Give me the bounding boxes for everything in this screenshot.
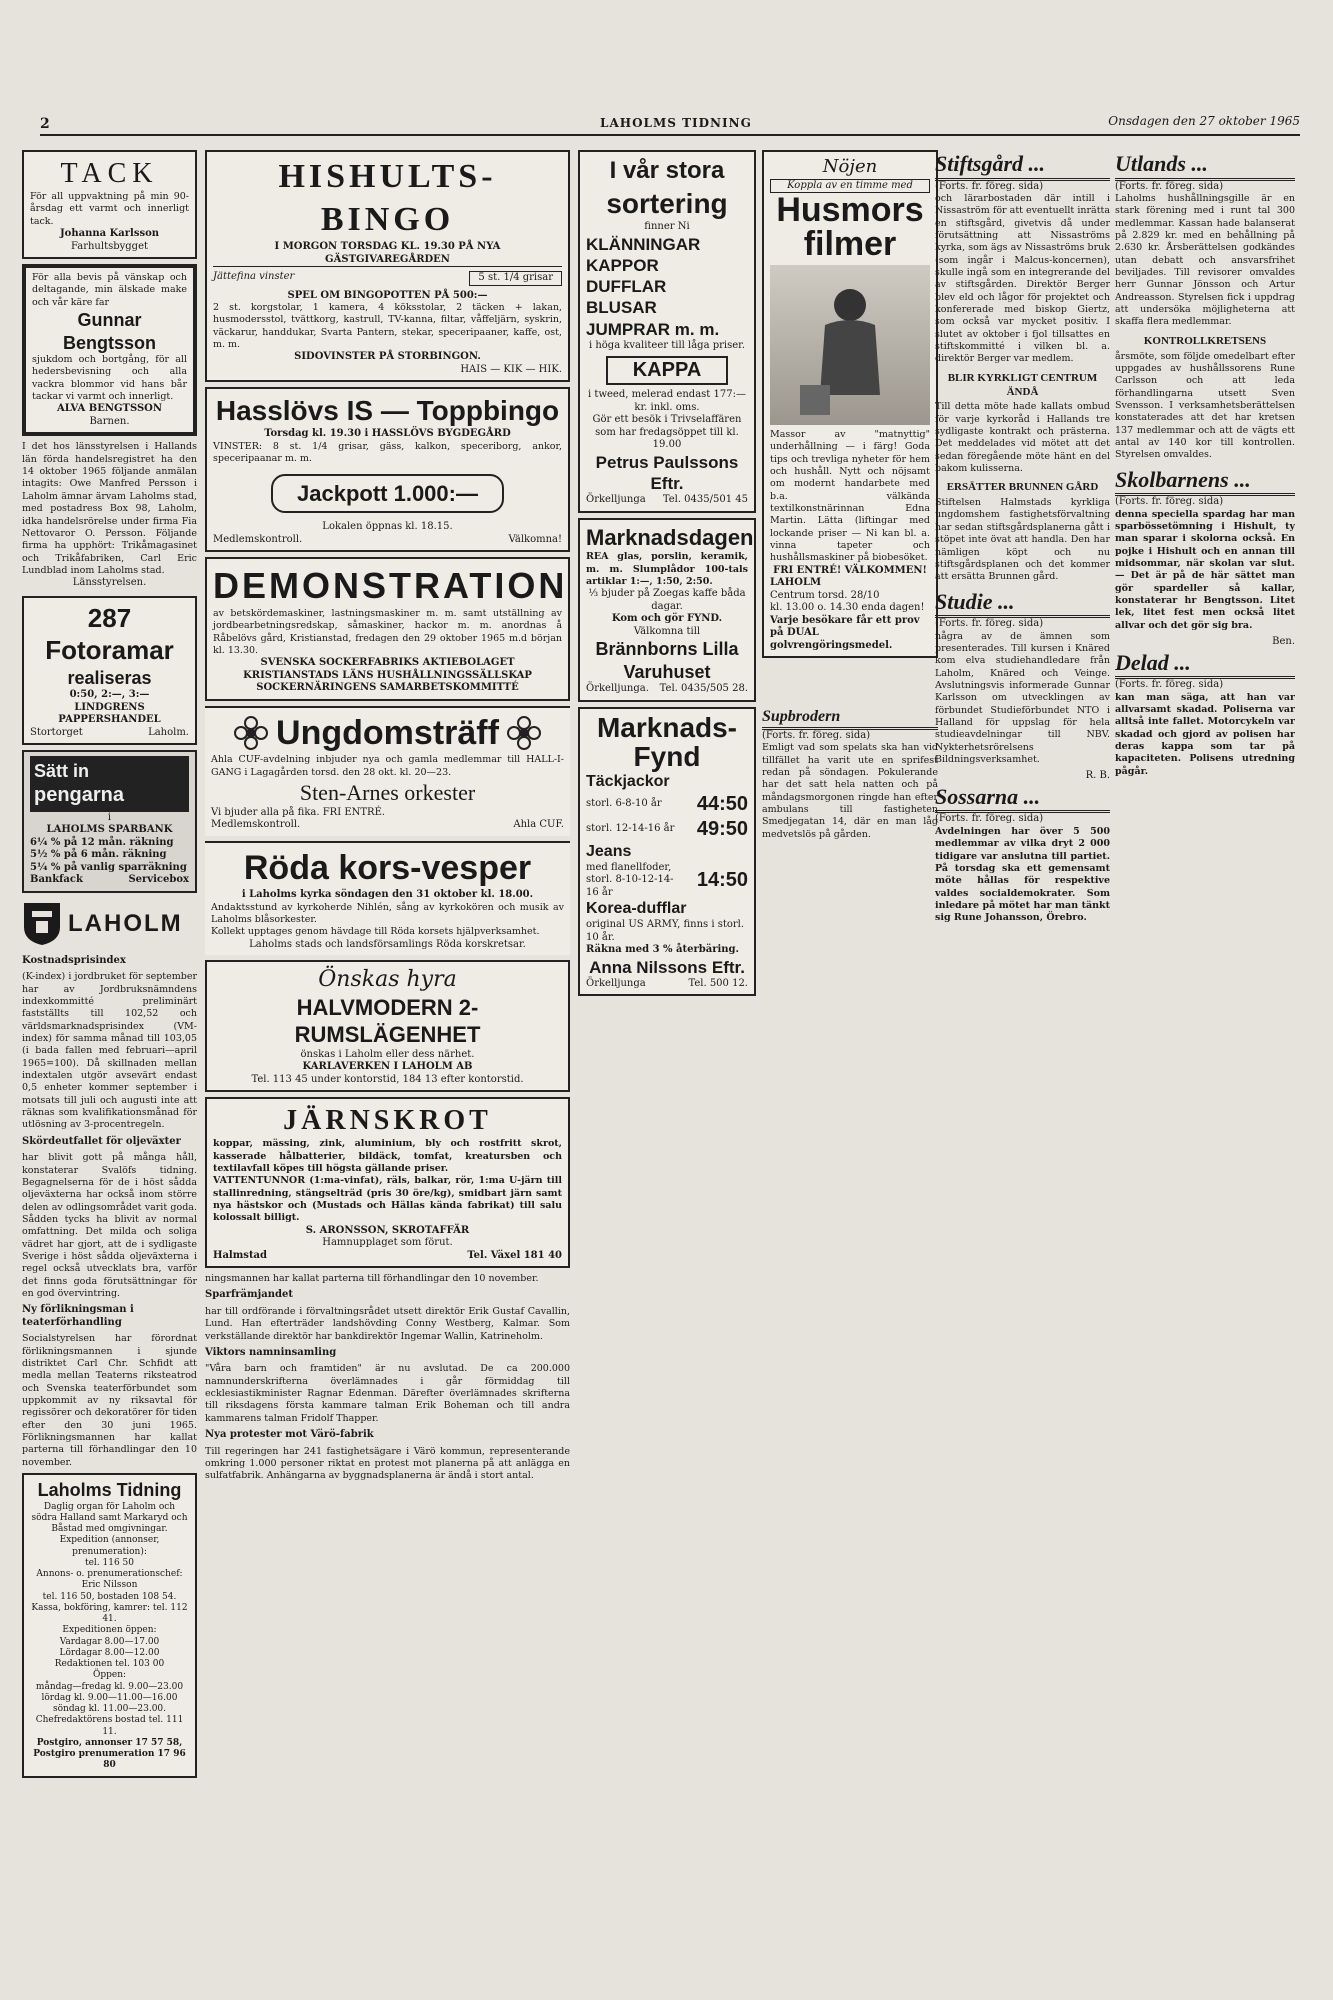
fynd-jeans-text: med flanellfoder, storl. 8-10-12-14-16 år — [586, 861, 674, 898]
masthead-lordagar: Lördagar 8.00—12.00 — [59, 1647, 160, 1658]
delad-sub: (Forts. fr. föreg. sida) — [1115, 679, 1224, 691]
bingo2-time: Torsdag kl. 19.30 i HASSLÖVS BYGDEGÅRD — [264, 428, 511, 440]
red-cross-ad — [205, 841, 570, 956]
frames-ad — [22, 596, 197, 746]
utl-sub: (Forts. fr. föreg. sida) — [1115, 180, 1224, 192]
hyra-tel: Tel. 113 45 under kontorstid, 184 13 efter kontorstid. — [251, 1073, 524, 1085]
marknads-tel: Tel. 0435/505 28. — [659, 683, 748, 695]
frames-company: LINDGRENS PAPPERSHANDEL — [58, 701, 161, 726]
masthead-tel2: tel. 116 50, bostaden 108 54. — [42, 1591, 177, 1602]
bingo1-sido: SIDOVINSTER PÅ STORBINGON. — [294, 351, 481, 363]
paper-name: LAHOLMS TIDNING — [600, 116, 752, 130]
bingo2-lokal: Lokalen öppnas kl. 18.15. — [322, 521, 453, 533]
roda-kollekt: Kollekt upptages genom hävdage till Röda korsets hjälpverksamhet. — [211, 926, 540, 938]
bank-line2: pengarna — [34, 783, 125, 806]
bank-line1: Sätt in — [34, 761, 90, 782]
bank-rate2: 5½ % på 6 mån. räkning — [30, 849, 167, 861]
masthead-sond: söndag kl. 11.00—23.00. — [52, 1704, 167, 1715]
ersat-text: Stiftelsen Halmstads kyrkliga ungdomshem fastighetsförvaltning har sedan stiftsgårdsplanerna gått i stöpet inte övat att handla. Den har nämligen köpt och nu stiftsgårdsplanen och det kommer att ersätta Brunnen gård. — [935, 497, 1110, 583]
masthead-title: Laholms Tidning — [37, 1480, 182, 1501]
thanks-signature: Johanna Karlsson — [59, 228, 160, 240]
kapp-kval: i höga kvaliteer till låga priser. — [588, 339, 746, 351]
thanks-text: För all uppvaktning på min 90-årsdag ett varmt och innerligt tack. — [30, 191, 189, 227]
column-3 — [578, 150, 938, 1990]
kapp-finner: finner Ni — [644, 221, 690, 232]
kapp-item-4: JUMPRAR m. m. — [586, 319, 720, 339]
stifts-text: och lärarbostaden där intill i Nissaström för att eventuellt inrätta en stiftsgård, givetvis då under förutsättning att Nissaströms kyrka, som ägs av Nissaströms bruk (som ingår i Malcus-koncernen), skulle ingå som en integrerande del av stiftsgården. Direktör Berger blev eld och lågor för projektet och konfererade med biskop Giertz, som också var mycket positiv. I slutet av oktober i fjol tillsattes en stiftskommitté i vilken bl. a. direktör Berger var medlem. — [935, 193, 1110, 365]
rent-wanted-ad — [205, 960, 570, 1092]
supbr-text: Emligt vad som spelats ska han vid tillfället ha varit ute en sprifest redan på söndagen. Pokulerande har det satt hela natten och på måndagsmorgonen ringde han efter ambulans till fastigheten Smedjegatan 14, där en man låg medvetslös på gården. — [762, 742, 938, 840]
nojen-varje: Varje besökare får ett prov på DUAL golvrengöringsmedel. — [770, 614, 920, 651]
studie-text: några av de ämnen som presenterades. Till kursen i Knäred kom elva studiehandledare från Laholm, Knäred och Veinge. Avslutningsvis informerade Gunnar Karlsson om utvecklingen av förbundet Studieförbundet NTO i Halland för uppslag för hela studieavdelningar till NBV. Nykterhetsrörelsens Bildningsverksamhet. — [935, 630, 1110, 765]
fynd-ad — [578, 707, 756, 997]
fynd-korea: Korea-dufflar — [586, 900, 687, 918]
movie-illustration — [770, 265, 930, 425]
kapp-item-1: KAPPOR — [586, 255, 659, 275]
register-signature: Länsstyrelsen. — [72, 577, 147, 589]
sossarna-sub: (Forts. fr. föreg. sida) — [935, 813, 1044, 825]
sossarna-text: Avdelningen har över 5 500 medlemmar av vilka dryt 2 000 tidigare var anslutna till partiet. På torsdag ska ett gemensamt möte hållas för respektive valdes socialdemokrater. Som inledare på mötet har man tänkt sig Rune Johansson, Örebro. — [935, 825, 1110, 924]
nojen-time: kl. 13.00 o. 14.30 enda dagen! — [770, 602, 925, 614]
sossarna-head: Sossarna ... — [935, 783, 1110, 814]
fynd-tel: Tel. 500 12. — [688, 977, 748, 989]
masthead-chef: Chefredaktörens bostad tel. 111 11. — [35, 1715, 184, 1737]
bingo1-grisar: 5 st. 1/4 grisar — [469, 271, 562, 286]
frames-title: 287 Fotoramar — [45, 602, 174, 666]
scrap-metal-ad — [205, 1097, 570, 1268]
delad-head: Delad ... — [1115, 649, 1295, 680]
fynd-jeans-price: 14:50 — [696, 868, 748, 891]
register-notice: I det hos länsstyrelsen i Hallands län förda handelsregistret ha den 14 oktober 1965 följande anmälan intagits: Owe Manfred Persson i Laholm ämnar ärvam Laholms stad, med postadress Box 98, Laholm, idka handelsrörelse under firma Fia Nettovaror O. Persson. Följande firma ha upphört: Trikåmagasinet och Trikåfabriken, Carl Eric Lundblad inom Laholms stad. — [22, 441, 197, 576]
bank-footer-left: Bankfack — [30, 874, 83, 886]
fynd-rakna: Räkna med 3 % återbäring. — [586, 944, 740, 956]
hyra-title: Önskas hyra — [318, 967, 457, 993]
fynd-p2-size: storl. 12-14-16 år — [586, 822, 675, 834]
thanks2-name1: Gunnar — [77, 310, 142, 331]
demo-title: DEMONSTRATION — [213, 565, 568, 607]
skord-head: Skördeutfallet för oljeväxter — [22, 1135, 181, 1147]
roda-text: Andaktsstund av kyrkoherde Nihlén, sång av kyrkokören och musik av Laholms blåsorkester. — [211, 901, 564, 925]
bank-name: LAHOLMS SPARBANK — [46, 824, 173, 836]
sparf-head: Sparfrämjandet — [205, 1289, 293, 1301]
viktors-text: "Våra barn och framtiden" är nu avslutad. De ca 200.000 namnunderskrifterna överlämnades i går förmiddag till ecklesiastikminister Ragnar Edenman. Därefter överlämnades skrifterna till riksdagens första kammare talman Erik Boheman och till andra kammarens talman Fridolf Thapper. — [205, 1363, 570, 1424]
fynd-p1-size: storl. 6-8-10 år — [586, 797, 662, 809]
skol-sign: Ben. — [1272, 636, 1295, 648]
jarn-text: koppar, mässing, zink, aluminium, bly och rostfritt skrot, kasserade hålbatterier, bildäck, tomfat, kreatursben och textilavfall köpes till högsta gällande priser. — [213, 1138, 562, 1174]
jarn-title: JÄRNSKROT — [283, 1105, 492, 1137]
masthead-red: Redaktionen tel. 103 00 — [54, 1659, 165, 1670]
frames-loc-left: Stortorget — [30, 726, 83, 738]
roda-line: i Laholms kyrka söndagen den 31 oktober kl. 18.00. — [241, 889, 534, 901]
hyra-big: HALVMODERN 2-RUMSLÄGENHET — [294, 994, 481, 1048]
fynd-p2: 49:50 — [696, 817, 748, 840]
nojen-title: Nöjen — [822, 156, 878, 177]
kapp-besok: Gör ett besök i Trivselaffären som har fredagsöppet till kl. 19.00 — [592, 414, 742, 451]
hyra-line: önskas i Laholm eller dess närhet. — [300, 1048, 475, 1060]
marknads-city: Örkelljunga. — [586, 683, 649, 695]
col2-text-a: ningsmannen har kallat parterna till förhandlingar den 10 november. — [205, 1273, 539, 1285]
studie-head: Studie ... — [935, 588, 1110, 619]
bank-rate1: 6¼ % på 12 mån. räkning — [30, 836, 174, 848]
nojen-fri: FRI ENTRÉ! VÄLKOMMEN! — [773, 564, 927, 576]
studie-sign: R. B. — [1085, 770, 1110, 782]
movie-ad — [762, 150, 938, 658]
fynd-korea-text: original US ARMY, finns i storl. 10 år. — [586, 919, 745, 943]
jarn-city: Halmstad — [213, 1249, 268, 1261]
laholm-logo-text: LAHOLM — [68, 909, 183, 937]
kapp-kappa-title: KAPPA — [606, 356, 728, 385]
bingo1-spel: SPEL OM BINGOPOTTEN PÅ 500:— — [287, 289, 488, 301]
kapp-sort: sortering — [606, 188, 728, 219]
bingo2-title: Hasslövs IS — Toppbingo — [215, 395, 560, 427]
thanks-title: TACK — [60, 158, 159, 189]
ersat-head: ERSÄTTER BRUNNEN GÅRD — [946, 481, 1099, 494]
marknads-bjuder: ⅓ bjuder på Zoegas kaffe båda dagar. — [588, 588, 746, 612]
fynd-company: Anna Nilssons Eftr. — [589, 957, 745, 977]
thanks-notice-2 — [22, 264, 197, 436]
kapp-item-0: KLÄNNINGAR — [586, 234, 701, 254]
bingo2-medlem: Medlemskontroll. — [213, 533, 303, 545]
ungdom-bjuder: Vi bjuder alla på fika. FRI ENTRÉ. — [211, 806, 386, 818]
jarn-vatten: VATTENTUNNOR (1:ma-vinfat), räls, balkar, rör, 1:ma U-järn till stallinredning, stängselträd (pris 30 öre/kg), smidbart järn samt nya hästskor och (Mustads och Hällas kända fabrikat) till salu kolossalt billigt. — [213, 1175, 562, 1224]
kapp-kappa-text: i tweed, melerad endast 177:— kr. inkl. oms. — [588, 389, 746, 413]
skord-text: har blivit gott på många håll, konstaterar Svalöfs tidning. Begagnelserna för de i höst sådda oljeväxterna har också inom större delen av odlingsområdet varit goda. Sådden tycks ha blivit av normal omfattning. Det milda och soliga vädret har gjort, att de i sydligaste Sverige i höst sådda oljeväxterna i regel också utvecklats bra, varför det finns goda förutsättningar för en god övervintring. — [22, 1152, 197, 1299]
tf-head: Ny förlikningsman i teaterförhandling — [22, 1304, 134, 1328]
frames-prices: 0:50, 2:—, 3:— — [69, 689, 150, 701]
skol-head: Skolbarnens ... — [1115, 466, 1295, 497]
thanks2-name2: Bengtsson — [62, 332, 156, 353]
kontroll-text: årsmöte, som följde omedelbart efter uppgades av hushållssorens Rune Carlsson och att leda förhandlingarna utsett Sven Svensson. I verksamhetsberättelsen konstaterades att det har kretsen 137 medlemmar och att de vägts ett antal av 140 kor till kontrollen. Styrelsen omvaldes. — [1115, 350, 1295, 461]
blir-head: BLIR KYRKLIGT CENTRUM ÄNDÅ — [947, 371, 1098, 398]
marknads-text: REA glas, porslin, keramik, m. m. Slumplådor 100-tals artiklar 1:—, 1:50, 2:50. — [586, 551, 748, 587]
youth-meeting-ad — [205, 706, 570, 836]
masthead-posta: Postgiro, annonser 17 57 58, — [36, 1737, 183, 1748]
bingo-ad-2 — [205, 387, 570, 552]
masthead-mand: måndag—fredag kl. 9.00—23.00 — [35, 1681, 184, 1692]
bingo1-items: 2 st. korgstolar, 1 kamera, 4 köksstolar, 2 täcken + lakan, husmodersstol, tvättkorg, kastrull, TV-kanna, filtar, våffeljärn, syskrin, väckarur, handdukar, Svarta Pantern, stekar, speceripaaner, kaffe, ost, m. m. — [213, 302, 562, 351]
kapp-city: Örkelljunga — [586, 494, 646, 506]
bank-ad — [22, 750, 197, 893]
bingo2-jackpot: Jackpott 1.000:— — [271, 474, 504, 514]
bingo2-valk: Välkomna! — [508, 533, 562, 545]
roda-sign: Laholms stads och landsförsamlings Röda korskretsar. — [249, 938, 526, 950]
hyra-company: KARLAVERKEN I LAHOLM AB — [302, 1061, 473, 1073]
jarn-company: S. ARONSSON, SKROTAFFÄR — [305, 1224, 470, 1236]
page-number: 2 — [40, 116, 50, 132]
stifts-head: Stiftsgård ... — [935, 150, 1110, 181]
thanks2-signature: ALVA BENGTSSON — [56, 403, 163, 415]
page-header — [40, 108, 1300, 136]
ungdom-sign: Ahla CUF. — [513, 819, 564, 831]
delad-text: kan man säga, att han var allvarsamt skadad. Poliserna var alltså inte fallet. Motorcykeln var skadad och gjord av polisen har deras kappa som tar på kapaciteten. Polisens utredning pågår. — [1115, 691, 1295, 777]
bingo1-sign: HAIS — KIK — HIK. — [460, 363, 562, 375]
column-4 — [935, 150, 1110, 1990]
marknads-title: Marknadsdagen — [586, 524, 754, 550]
marknads-valk: Välkomna till — [633, 625, 701, 637]
masthead-exp: Expedition (annonser, prenumeration): — [59, 1535, 160, 1557]
thanks-place: Farhultsbygget — [70, 240, 149, 252]
market-day-ad — [578, 518, 756, 702]
clothing-ad — [578, 150, 756, 513]
ungdom-medlem: Medlemskontroll. — [211, 819, 301, 831]
issue-date: Onsdagen den 27 oktober 1965 — [1108, 114, 1300, 128]
nojen-bio: LAHOLM — [770, 577, 822, 589]
bingo2-vinster: VINSTER: 8 st. 1/4 grisar, gäss, kalkon, speceriborg, ankor, speceripaanar m. m. — [213, 440, 562, 465]
kostnad-head: Kostnadsprisindex — [22, 954, 126, 966]
ungdom-text: Ahla CUF-avdelning inbjuder nya och gamla medlemmar till HALL-I-GANG i Lagagården torsd. den 28 okt. kl. 20—23. — [211, 754, 564, 778]
bingo1-sub: I MORGON TORSDAG KL. 19.30 PÅ NYA GÄSTGIVAREGÅRDEN — [213, 241, 562, 267]
coat-of-arms-icon — [22, 901, 62, 947]
ungdom-orkester: Sten-Arnes orkester — [299, 780, 476, 806]
thanks2-sub: Barnen. — [89, 415, 130, 427]
utl-head: Utlands ... — [1115, 150, 1295, 181]
bingo1-title: HISHULTS-BINGO — [278, 158, 497, 238]
kapp-item-2: DUFFLAR — [586, 277, 667, 296]
skol-text: denna speciella spardag har man sparbössetömning i Hishult, ty man sparar i skolorna också. En pojke i Hishult och en annan till midsommar, när skolan var slut. — Det är på de här sättet man gör spardeller så kallar, konstaterar hr Bengtsson. Litet lek, litet fest men också litet allvar och det gör sig bra. — [1115, 508, 1295, 631]
kapp-i-var: I vår stora — [609, 157, 725, 184]
masthead-tel1: tel. 116 50 — [84, 1557, 135, 1568]
ungdom-title: Ungdomsträff — [276, 713, 499, 752]
flower-icon — [234, 716, 268, 750]
kostnad-text: (K-index) i jordbruket för september har av Jordbruksnämndens indexkommitté preliminärt fastställts till 102,52 och världsmarknadsprisindex (VM-index) för samma månad till 103,05 (i bada fallen med februari—april 1965=100). Då skillnaden mellan indextalen utgör avsevärt endast 0,5 enheter kommer september i motsats till juli och augusti inte att räknas som kvalifikationsmånad för utlösning av 3-procentregeln. — [22, 971, 197, 1131]
jarn-sub: Hamnupplaget som förut. — [322, 1237, 453, 1249]
masthead-lord: lördag kl. 9.00—11.00—16.00 — [41, 1692, 178, 1703]
fynd-sub: Täckjackor — [586, 772, 670, 790]
tf-text: Socialstyrelsen har förordnat förlikningsmannen i sjunde distriktet Carl Chr. Schfidt att medla mellan Teaterns riksteatrod och Svenska teaterförbundet som uppkommit av ny riksavtal för regissörer och dekoratörer för tiden efter den 30 juni 1965. Förlikningsmannen har kallat parterna till förhandlingar den 10 november. — [22, 1333, 197, 1468]
masthead-exp-tid: Expeditionen öppen: — [62, 1625, 157, 1636]
utl-text: Laholms hushållningsgille är en stark förening med i runt tal 300 medlemmar. Kassan hade balanserat på 2.829 kr. med en behållning på 2.630 kr. Årsberättelsen godkändes utan debatt och ansvarsfrihet beviljades. Till revisorer omvaldes herr Gunnar Jönsson och Artur Andreasson. Styrelsen fick i uppdrag att undersöka möjligheterna att skaffa flera medlemmar. — [1115, 193, 1295, 328]
studie-sub: (Forts. fr. föreg. sida) — [935, 618, 1044, 630]
marknads-kom: Kom och gör FYND. — [611, 613, 723, 625]
laholm-logo — [22, 901, 197, 947]
masthead-postp: Postgiro prenumeration 17 96 80 — [33, 1749, 186, 1771]
fynd-p1: 44:50 — [696, 792, 748, 815]
column-1 — [22, 150, 197, 1990]
marknads-company: Brännborns Lilla Varuhuset — [595, 639, 739, 682]
skol-sub: (Forts. fr. föreg. sida) — [1115, 496, 1224, 508]
column-5 — [1115, 150, 1295, 1990]
fynd-title: Marknads-Fynd — [596, 711, 738, 773]
bingo1-jatte: Jättefina vinster — [213, 271, 295, 282]
nojen-sub: Koppla av en timme med — [770, 179, 930, 194]
masthead-kassa: Kassa, bokföring, kamrer: tel. 112 41. — [31, 1602, 188, 1625]
woman-photo-icon — [770, 265, 930, 425]
stifts-sub: (Forts. fr. föreg. sida) — [935, 180, 1044, 192]
thanks2-text: För alla bevis på vänskap och deltagande, min älskade make och vår käre far — [32, 272, 187, 308]
nojen-caption: Massor av "matnyttig" underhållning — i färg! Goda tips och trevliga nyheter för hem och hushåll. Nytt och nöjsamt om modernt handarbete med b.a. välkända textilkonstnärinnan Edna Martin. Lätta (liftingar med lockande priser — Ni kan bl. a. vinna tapeter och hushållsmaskiner på biobesöket. — [770, 429, 930, 564]
bank-rate3: 5¼ % på vanlig sparräkning — [30, 861, 187, 873]
masthead-text: Daglig organ för Laholm och södra Halland samt Markaryd och Båstad med omgivningar. — [31, 1501, 188, 1535]
nojen-big: Husmors filmer — [776, 191, 924, 263]
viktors-head: Viktors namninsamling — [205, 1346, 337, 1358]
frames-loc-right: Laholm. — [148, 726, 189, 738]
jarn-tel: Tel. Växel 181 40 — [467, 1249, 562, 1261]
masthead-oppen: Öppen: — [92, 1670, 127, 1681]
masthead-box — [22, 1473, 197, 1778]
blir-text: Till detta möte hade kallats ombud för varje kyrkoråd i Hallands tre sydligaste kontrakt och prästerna. Det meddelades vid mötet att det sedan föregående möte hänt en del bakom kulisserna. — [935, 401, 1110, 475]
nojen-cent: Centrum torsd. 28/10 — [770, 589, 880, 601]
roda-title: Röda kors-vesper — [243, 848, 532, 887]
thanks-notice-1 — [22, 150, 197, 259]
kapp-company: Petrus Paulssons Eftr. — [595, 452, 739, 493]
kontroll-head: KONTROLLKRETSENS — [1143, 334, 1267, 347]
masthead-vardagar: Vardagar 8.00—17.00 — [59, 1636, 160, 1647]
fynd-city: Örkelljunga — [586, 977, 646, 989]
pott-text: Till regeringen har 241 fastighetsägare i Värö kommun, representerande omkring 1.000 personer riktat en protest mot planerna på att anlägga en sulfatfabrik. Anhängarna av byggnadsplanerna är ändå i stort antal. — [205, 1445, 570, 1482]
bank-line3: i — [107, 811, 112, 823]
fynd-jeans: Jeans — [586, 842, 632, 860]
masthead-ann: Annons- o. prenumerationschef: Eric Nilsson — [36, 1569, 183, 1591]
column-2 — [205, 150, 570, 1990]
supbr-sub: (Forts. fr. föreg. sida) — [762, 729, 871, 741]
bingo-ad-1 — [205, 150, 570, 382]
demo-text: av betskördemaskiner, lastningsmaskiner m. m. samt utställning av jordbearbetningsredskap, såmaskiner, hackor m. m. anordnas å Råbelövs gård, Kristianstad, fredagen den 29 oktober 1965 m.d början kl. 13.30. — [213, 608, 562, 657]
frames-sub: realiseras — [67, 667, 152, 688]
sparf-text: har till ordförande i förvaltningsrådet utsett direktör Erik Gustaf Cavallin, Lund. Han efterträder landshövding Conny Westberg, Kalmar. Som verkställande direktör har bankdirektör Ingemar Wallin, Katrineholm. — [205, 1305, 570, 1342]
bank-footer-right: Servicebox — [128, 874, 189, 886]
kapp-tel: Tel. 0435/501 45 — [662, 494, 748, 506]
demonstration-ad — [205, 557, 570, 701]
kapp-item-3: BLUSAR — [586, 298, 657, 318]
supbr-head: Supbrodern — [762, 707, 938, 730]
pott-head: Nya protester mot Värö-fabrik — [205, 1429, 374, 1441]
demo-org: SVENSKA SOCKERFABRIKS AKTIEBOLAGET KRISTIANSTADS LÄNS HUSHÅLLNINGSSÄLLSKAP SOCKERNÄRINGENS SAMARBETSKOMMITTÉ — [243, 657, 532, 694]
flower-icon — [507, 716, 541, 750]
thanks2-text2: sjukdom och bortgång, för all hedersbevisning och alla vackra blommor vid hans bår tackar vi varmt och innerligt. — [32, 354, 187, 403]
